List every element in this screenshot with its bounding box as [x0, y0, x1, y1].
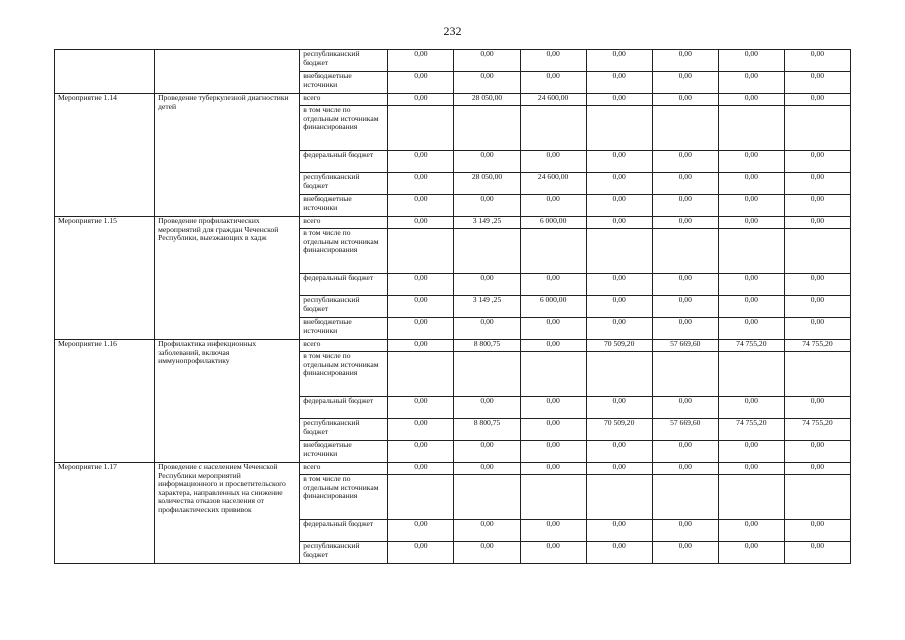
amount-cell: 0,00 [520, 72, 586, 94]
amount-cell: 0,00 [652, 397, 718, 419]
amount-cell: 0,00 [454, 50, 520, 72]
funding-source-cell: федеральный бюджет [300, 151, 388, 173]
amount-cell [388, 106, 454, 151]
amount-cell [652, 229, 718, 274]
funding-source-cell: внебюджетные источники [300, 318, 388, 340]
amount-cell [454, 352, 520, 397]
amount-cell: 70 509,20 [586, 340, 652, 352]
amount-cell [520, 352, 586, 397]
amount-cell: 0,00 [718, 151, 784, 173]
amount-cell: 0,00 [586, 318, 652, 340]
amount-cell: 0,00 [520, 542, 586, 564]
amount-cell: 0,00 [652, 94, 718, 106]
table-row [55, 50, 851, 72]
amount-cell: 0,00 [718, 274, 784, 296]
amount-cell: 0,00 [784, 72, 850, 94]
amount-cell: 0,00 [454, 318, 520, 340]
amount-cell: 0,00 [718, 397, 784, 419]
funding-source-cell: республиканский бюджет [300, 542, 388, 564]
amount-cell: 28 050,00 [454, 94, 520, 106]
amount-cell: 0,00 [718, 50, 784, 72]
funding-source-cell: всего [300, 94, 388, 106]
funding-source-cell: федеральный бюджет [300, 520, 388, 542]
table-row [55, 217, 851, 229]
funding-source-cell: республиканский бюджет [300, 173, 388, 195]
amount-cell: 0,00 [784, 195, 850, 217]
amount-cell: 0,00 [652, 520, 718, 542]
amount-cell: 0,00 [388, 419, 454, 441]
amount-cell: 74 755,20 [718, 419, 784, 441]
amount-cell [388, 352, 454, 397]
amount-cell: 0,00 [586, 195, 652, 217]
amount-cell: 0,00 [652, 274, 718, 296]
amount-cell: 0,00 [454, 397, 520, 419]
amount-cell: 0,00 [652, 173, 718, 195]
activity-name: Проведение туберкулезной диагностики детей [155, 94, 300, 217]
amount-cell [454, 475, 520, 520]
amount-cell: 0,00 [652, 542, 718, 564]
page-number: 232 [443, 24, 462, 38]
amount-cell: 57 669,60 [652, 419, 718, 441]
amount-cell: 0,00 [718, 72, 784, 94]
amount-cell: 0,00 [454, 441, 520, 463]
funding-source-cell: федеральный бюджет [300, 397, 388, 419]
amount-cell [388, 475, 454, 520]
amount-cell: 0,00 [388, 340, 454, 352]
amount-cell: 0,00 [586, 94, 652, 106]
amount-cell: 0,00 [388, 195, 454, 217]
amount-cell: 0,00 [454, 151, 520, 173]
amount-cell [652, 475, 718, 520]
amount-cell: 0,00 [586, 151, 652, 173]
amount-cell: 0,00 [784, 217, 850, 229]
amount-cell: 0,00 [784, 296, 850, 318]
amount-cell: 0,00 [454, 195, 520, 217]
activity-name-cell [155, 50, 300, 94]
amount-cell [784, 229, 850, 274]
amount-cell: 57 669,60 [652, 340, 718, 352]
amount-cell: 0,00 [718, 94, 784, 106]
amount-cell: 0,00 [784, 50, 850, 72]
amount-cell: 0,00 [388, 463, 454, 475]
funding-source-cell: всего [300, 463, 388, 475]
amount-cell: 28 050,00 [454, 173, 520, 195]
amount-cell [718, 229, 784, 274]
funding-source-cell: внебюджетные источники [300, 441, 388, 463]
activity-name: Проведение с населением Чеченской Республики мероприятий информационного и просветительского характера, направленных на снижение количества отказов населения от профилактических прививок [155, 463, 300, 564]
amount-cell: 0,00 [586, 542, 652, 564]
activity-label: Мероприятие 1.17 [55, 463, 155, 564]
activity-name: Проведение профилактических мероприятий для граждан Чеченской Республики, выезжающих в хадж [155, 217, 300, 340]
amount-cell: 0,00 [388, 542, 454, 564]
amount-cell: 0,00 [520, 463, 586, 475]
amount-cell: 6 000,00 [520, 217, 586, 229]
activity-label: Мероприятие 1.14 [55, 94, 155, 217]
funding-source-cell: республиканский бюджет [300, 296, 388, 318]
amount-cell: 0,00 [586, 463, 652, 475]
amount-cell [652, 106, 718, 151]
amount-cell [784, 352, 850, 397]
budget-table-body [55, 50, 851, 564]
amount-cell: 0,00 [520, 340, 586, 352]
amount-cell: 0,00 [520, 397, 586, 419]
amount-cell: 0,00 [784, 173, 850, 195]
amount-cell: 0,00 [652, 296, 718, 318]
amount-cell: 0,00 [718, 296, 784, 318]
funding-source-cell: республиканский бюджет [300, 50, 388, 72]
amount-cell: 0,00 [718, 173, 784, 195]
amount-cell: 0,00 [520, 520, 586, 542]
amount-cell: 0,00 [520, 419, 586, 441]
amount-cell: 0,00 [454, 72, 520, 94]
amount-cell: 0,00 [784, 397, 850, 419]
amount-cell: 0,00 [520, 195, 586, 217]
amount-cell: 0,00 [586, 274, 652, 296]
amount-cell: 0,00 [388, 397, 454, 419]
amount-cell: 0,00 [586, 50, 652, 72]
amount-cell [586, 475, 652, 520]
amount-cell: 0,00 [652, 195, 718, 217]
amount-cell: 0,00 [718, 542, 784, 564]
amount-cell: 0,00 [784, 520, 850, 542]
amount-cell: 0,00 [784, 542, 850, 564]
budget-table [54, 49, 851, 564]
amount-cell [718, 352, 784, 397]
amount-cell: 0,00 [652, 50, 718, 72]
amount-cell: 0,00 [586, 296, 652, 318]
amount-cell: 0,00 [652, 72, 718, 94]
amount-cell: 0,00 [388, 50, 454, 72]
amount-cell: 3 149 ,25 [454, 217, 520, 229]
amount-cell: 0,00 [520, 318, 586, 340]
amount-cell: 0,00 [454, 520, 520, 542]
amount-cell: 0,00 [520, 441, 586, 463]
funding-source-cell: всего [300, 340, 388, 352]
amount-cell: 0,00 [388, 217, 454, 229]
amount-cell: 0,00 [388, 173, 454, 195]
amount-cell: 0,00 [388, 441, 454, 463]
amount-cell [784, 106, 850, 151]
amount-cell: 0,00 [586, 441, 652, 463]
amount-cell [454, 106, 520, 151]
amount-cell: 0,00 [784, 441, 850, 463]
amount-cell: 0,00 [652, 318, 718, 340]
amount-cell: 70 509,20 [586, 419, 652, 441]
funding-source-cell: внебюджетные источники [300, 195, 388, 217]
amount-cell: 0,00 [520, 50, 586, 72]
amount-cell: 0,00 [784, 151, 850, 173]
amount-cell: 0,00 [388, 318, 454, 340]
amount-cell: 0,00 [652, 217, 718, 229]
amount-cell: 0,00 [454, 463, 520, 475]
amount-cell [718, 106, 784, 151]
amount-cell: 0,00 [454, 274, 520, 296]
funding-source-cell: в том числе по отдельным источникам финансирования [300, 106, 388, 151]
amount-cell: 0,00 [388, 296, 454, 318]
table-row [55, 94, 851, 106]
amount-cell: 24 600,00 [520, 173, 586, 195]
amount-cell [520, 229, 586, 274]
amount-cell [652, 352, 718, 397]
amount-cell: 74 755,20 [784, 340, 850, 352]
funding-source-cell: в том числе по отдельным источникам финансирования [300, 229, 388, 274]
amount-cell: 6 000,00 [520, 296, 586, 318]
amount-cell: 0,00 [586, 217, 652, 229]
funding-source-cell: внебюджетные источники [300, 72, 388, 94]
activity-label-cell [55, 50, 155, 94]
amount-cell: 0,00 [718, 318, 784, 340]
amount-cell [586, 106, 652, 151]
funding-source-cell: в том числе по отдельным источникам финансирования [300, 475, 388, 520]
amount-cell [388, 229, 454, 274]
amount-cell [718, 475, 784, 520]
amount-cell: 8 800,75 [454, 419, 520, 441]
amount-cell: 0,00 [784, 274, 850, 296]
amount-cell: 0,00 [652, 151, 718, 173]
amount-cell: 3 149 ,25 [454, 296, 520, 318]
amount-cell: 8 800,75 [454, 340, 520, 352]
amount-cell: 74 755,20 [718, 340, 784, 352]
activity-label: Мероприятие 1.15 [55, 217, 155, 340]
amount-cell: 0,00 [388, 94, 454, 106]
amount-cell: 0,00 [388, 72, 454, 94]
amount-cell [454, 229, 520, 274]
amount-cell: 0,00 [586, 72, 652, 94]
amount-cell: 0,00 [718, 441, 784, 463]
amount-cell: 0,00 [784, 463, 850, 475]
amount-cell: 0,00 [652, 463, 718, 475]
funding-source-cell: федеральный бюджет [300, 274, 388, 296]
funding-source-cell: республиканский бюджет [300, 419, 388, 441]
table-row [55, 340, 851, 352]
amount-cell: 0,00 [718, 217, 784, 229]
amount-cell: 0,00 [520, 274, 586, 296]
funding-source-cell: всего [300, 217, 388, 229]
amount-cell: 0,00 [652, 441, 718, 463]
amount-cell: 0,00 [388, 151, 454, 173]
amount-cell: 0,00 [388, 274, 454, 296]
table-row [55, 463, 851, 475]
amount-cell: 0,00 [586, 397, 652, 419]
amount-cell: 0,00 [454, 542, 520, 564]
amount-cell [784, 475, 850, 520]
activity-name: Профилактика инфекционных заболеваний, включая иммунопрофилактику [155, 340, 300, 463]
amount-cell: 0,00 [388, 520, 454, 542]
amount-cell: 0,00 [718, 520, 784, 542]
amount-cell [520, 106, 586, 151]
amount-cell: 0,00 [586, 520, 652, 542]
activity-label: Мероприятие 1.16 [55, 340, 155, 463]
amount-cell: 0,00 [586, 173, 652, 195]
amount-cell: 0,00 [718, 463, 784, 475]
funding-source-cell: в том числе по отдельным источникам финансирования [300, 352, 388, 397]
amount-cell: 0,00 [784, 94, 850, 106]
amount-cell: 24 600,00 [520, 94, 586, 106]
amount-cell [586, 229, 652, 274]
amount-cell [520, 475, 586, 520]
amount-cell: 0,00 [784, 318, 850, 340]
amount-cell [586, 352, 652, 397]
amount-cell: 0,00 [718, 195, 784, 217]
amount-cell: 74 755,20 [784, 419, 850, 441]
amount-cell: 0,00 [520, 151, 586, 173]
